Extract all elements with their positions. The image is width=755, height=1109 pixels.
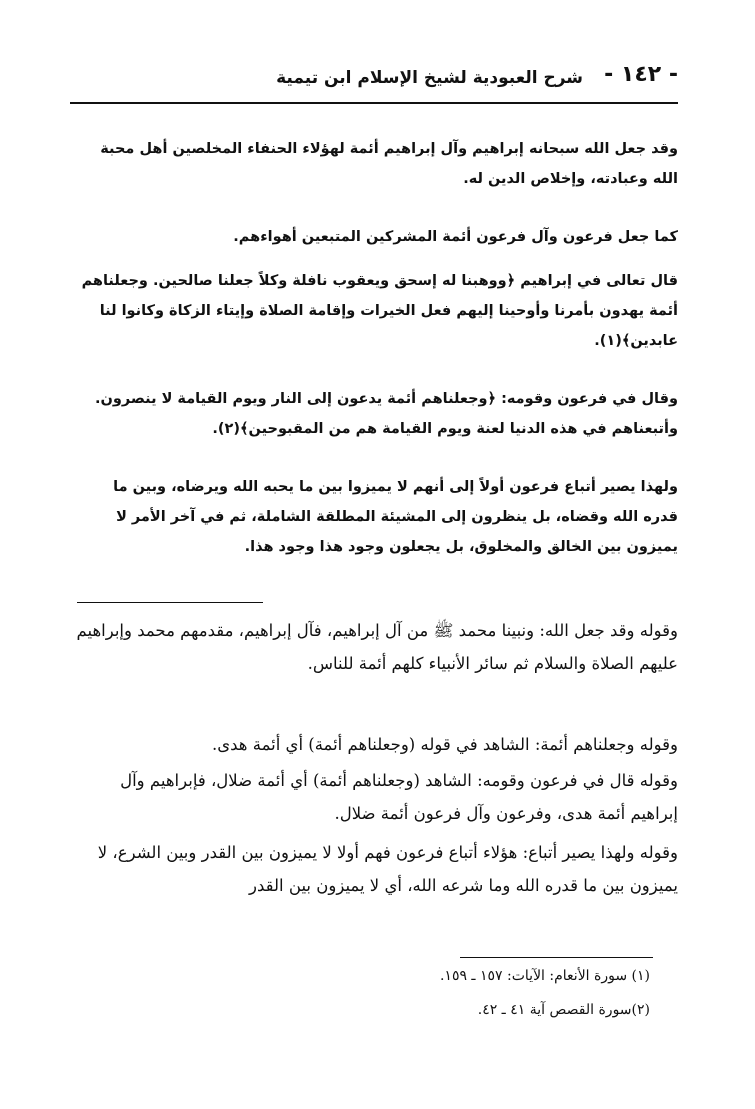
section-divider [77, 602, 263, 603]
footnote-divider [460, 957, 653, 958]
body-paragraph-2: كما جعل فرعون وآل فرعون أئمة المشركين المتبعين أهواءهم. [233, 229, 678, 245]
commentary-paragraph-1: وقوله وقد جعل الله: ونبينا محمد ﷺ من آل إبراهيم، فآل إبراهيم، مقدمهم محمد وإبراهيم عليهم الصلاة والسلام ثم سائر الأنبياء كلهم أئمة للناس. [76, 621, 678, 673]
book-title: شرح العبودية لشيخ الإسلام ابن تيمية [276, 68, 583, 88]
body-paragraph-5: ولهذا يصير أتباع فرعون أولاً إلى أنهم لا يميزوا بين ما يحبه الله ويرضاه، وبين ما قدره الله وقضاه، بل ينظرون إلى المشيئة المطلقة الشاملة، ثم في آخر الأمر لا يميزون بين الخالق والمخلوق، بل يجعلون وجود هذا وجود هذا. [113, 479, 678, 555]
footnote-2: (٢)سورة القصص آية ٤١ ـ ٤٢. [477, 1002, 650, 1018]
body-paragraph-4: وقال في فرعون وقومه: ﴿وجعلناهم أئمة يدعون إلى النار ويوم القيامة لا ينصرون. وأتبعناهم في هذه الدنيا لعنة ويوم القيامة هم من المقبوحين﴾(٢). [94, 391, 678, 437]
page-number: - ١٤٢ - [604, 62, 678, 87]
commentary-paragraph-3: وقوله قال في فرعون وقومه: الشاهد (وجعلناهم أئمة) أي أئمة ضلال، فإبراهيم وآل إبراهيم أئمة هدى، وفرعون وآل فرعون أئمة ضلال. [120, 771, 678, 823]
commentary-paragraph-4: وقوله ولهذا يصير أتباع: هؤلاء أتباع فرعون فهم أولا لا يميزون بين القدر وبين الشرع، لا يميزون بين ما قدره الله وما شرعه الله، أي لا يميزون بين القدر [97, 843, 678, 895]
body-paragraph-1: وقد جعل الله سبحانه إبراهيم وآل إبراهيم أئمة لهؤلاء الحنفاء المخلصين أهل محبة الله وعبادته، وإخلاص الدين له. [100, 141, 678, 187]
page-header [70, 58, 678, 104]
footnote-1: (١) سورة الأنعام: الآيات: ١٥٧ ـ ١٥٩. [439, 968, 650, 984]
body-paragraph-3: قال تعالى في إبراهيم ﴿ووهبنا له إسحق ويعقوب نافلة وكلاً جعلنا صالحين. وجعلناهم أئمة يهدون بأمرنا وأوحينا إليهم فعل الخيرات وإقامة الصلاة وإيتاء الزكاة وكانوا لنا عابدين﴾(١). [81, 273, 678, 349]
commentary-paragraph-2: وقوله وجعلناهم أئمة: الشاهد في قوله (وجعلناهم أئمة) أي أئمة هدى. [211, 735, 678, 754]
